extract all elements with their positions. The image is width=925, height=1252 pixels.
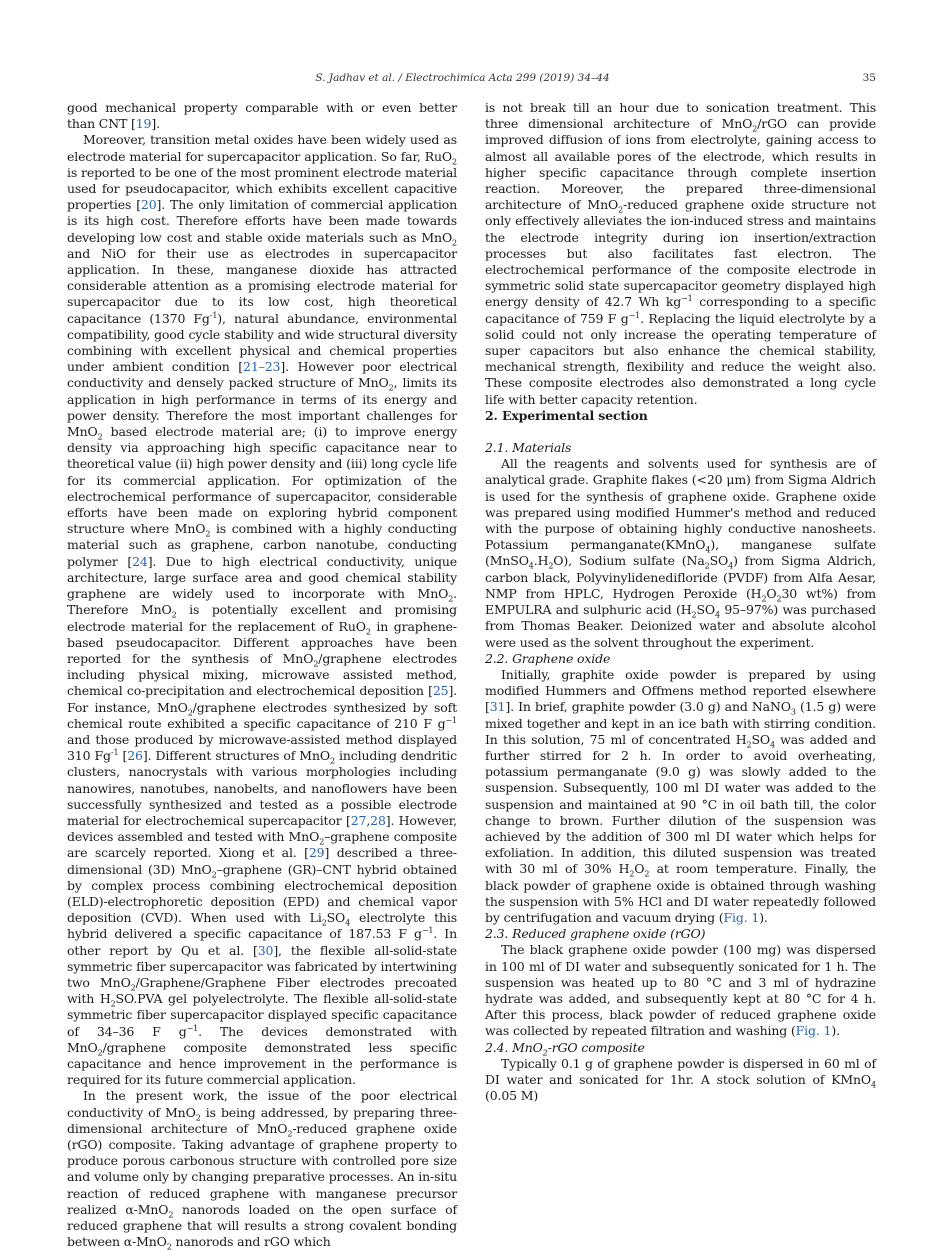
paragraph: Typically 0.1 g of graphene powder is dispersed in 60 ml of DI water and sonicated for 1hr. A stock solution of KMnO$_4$ (0.05 M) [485,1055,876,1104]
reference-link[interactable]: 27 [350,812,367,828]
reference-link[interactable]: 25 [432,683,449,699]
page-number: 35 [862,72,876,84]
paragraph: In the present work, the issue of the poor electrical conductivity of MnO$_2$ is being addressed, by preparing three-dimensional architecture of MnO$_2$-reduced graphene oxide (rGO) composite. Taking advantage of graphene property to produce porous carbonous structure with controlled pore size and volume only by changing preparative processes. An in-situ reaction of reduced graphene with manganese precursor realized α-MnO$_2$ nanorods loaded on the open surface of reduced graphene that will results a strong covalent bonding between α-MnO$_2$ nanorods and rGO which [67,1088,457,1252]
paragraph: Moreover, transition metal oxides have been widely used as electrode material for supercapacitor application. So far, RuO$_2$ is reported to be one of the most prominent electrode material used for pseudocapacitor, which exhibits excellent capacitive properties [20]. The only limitation of commercial application is its high cost. Therefore efforts have been made towards developing low cost and stable oxide materials such as MnO$_2$ and NiO for their use as electrodes in supercapacitor application. In these, manganese dioxide has attracted considerable attention as a promising electrode material for supercapacitor due to its low cost, high theoretical capacitance (1370 $Fg^{-1}$), natural abundance, environmental compatibility, good cycle stability and wide structural diversity combining with excellent physical and chemical properties under ambient condition [21–23]. However poor electrical conductivity and densely packed structure of MnO$_2$, limits its application in high performance in terms of its energy and power density. Therefore the most important challenges for MnO$_2$ based electrode material are; (i) to improve energy density via approaching high specific capacitance near to theoretical value (ii) high power density and (iii) long cycle life for its commercial application. For optimization of the electrochemical performance of supercapacitor, considerable efforts have been made on exploring hybrid component structure where MnO$_2$ is combined with a highly conducting material such as graphene, carbon nanotube, conducting polymer [24]. Due to high electrical conductivity, unique architecture, large surface area and good chemical stability graphene are widely used to incorporate with MnO$_2$. Therefore MnO$_2$ is potentially excellent and promising electrode material for the replacement of RuO$_2$ in graphene-based pseudocapacitor. Different approaches have been reported for the synthesis of MnO$_2$/graphene electrodes including physical mixing, microwave assisted method, chemical co-precipitation and electrochemical deposition [25]. For instance, MnO$_2$/graphene electrodes synthesized by soft chemical route exhibited a specific capacitance of 210 F $g^{-1}$ and those produced by microwave-assisted method displayed 310 $Fg^{-1}$ [26]. Different structures of MnO$_2$ including dendritic clusters, nanocrystals with various morphologies including nanowires, nanotubes, nanobelts, and nanoflowers have been successfully synthesized and tested as a possible electrode material for electrochemical supercapacitor [27,28]. However, devices assembled and tested with MnO$_2$–graphene composite are scarcely reported. Xiong et al. [29] described a three-dimensional (3D) MnO$_2$–graphene (GR)–CNT hybrid obtained by complex process combining electrochemical deposition (ELD)-electrophoretic deposition (EPD) and chemical vapor deposition (CVD). When used with $Li_2SO_4$ electrolyte this hybrid delivered a specific capacitance of 187.53 F $g^{-1}$. In other report by Qu et al. [30], the flexible all-solid-state symmetric fiber supercapacitor was fabricated by intertwining two MnO$_2$/Graphene/Graphene Fiber electrodes precoated with $H_2SO.PVA$ gel polyelectrolyte. The flexible all-solid-state symmetric fiber supercapacitor displayed specific capacitance of 34–36 F $g^{-1}$. The devices demonstrated with MnO$_2$/graphene composite demonstrated less specific capacitance and hence improvement in the performance is required for its future commercial application. [67,132,458,1088]
subsection-heading: 2.4. MnO$_2$-rGO composite [485,1039,645,1058]
reference-link[interactable]: 19 [135,116,152,132]
paragraph: Initially, graphite oxide powder is prepared by using modified Hummers and Offmens method reported elsewhere [31]. In brief, graphite powder (3.0 g) and NaNO$_3$ (1.5 g) were mixed together and kept in an ice bath with stirring condition. In this solution, 75 ml of concentrated $H_2SO_4$ was added and further stirred for 2 h. In order to avoid overheating, potassium permanganate (9.0 g) was slowly added to the suspension. Subsequently, 100 ml DI water was added to the suspension and maintained at 90 °C in oil bath till, the color change to brown. Further dilution of the suspension was achieved by the addition of 300 ml DI water which helps for exfoliation. In addition, this diluted suspension was treated with 30 ml of 30% $H_2O_2$ at room temperature. Finally, the black powder of graphene oxide is obtained through washing the suspension with 5% HCl and DI water repeatedly followed by centrifugation and vacuum drying (Fig. 1). [485,666,876,925]
journal-citation: S. Jadhav et al. / Electrochimica Acta 299 (2019) 34–44 [315,72,610,84]
left-column [67,100,457,1250]
paragraph: good mechanical property comparable with or even better than CNT [19]. [67,100,457,132]
reference-link[interactable]: 26 [127,748,143,764]
paragraph: The black graphene oxide powder (100 mg) was dispersed in 100 ml of DI water and subsequently sonicated for 1 h. The suspension was heated up to 80 °C and 3 ml of hydrazine hydrate was added, and subsequently kept at 80 °C for 4 h. After this process, black powder of reduced graphene oxide was collected by repeated filtration and washing (Fig. 1). [485,942,876,1039]
subsection-heading: 2.1. Materials [485,440,572,456]
reference-link[interactable]: 28 [370,812,386,828]
section-heading: 2. Experimental section [485,407,648,423]
right-column [485,100,876,1104]
reference-link[interactable]: 29 [308,845,325,861]
reference-link[interactable]: 20 [140,197,157,213]
reference-link[interactable]: 31 [489,699,506,715]
reference-link[interactable]: 30 [257,942,274,958]
figure-link[interactable]: Fig. 1 [723,909,760,925]
reference-link[interactable]: 24 [132,553,148,569]
subsection-heading: 2.3. Reduced graphene oxide (rGO) [485,926,706,942]
reference-link[interactable]: 21–23 [243,359,281,375]
paragraph: All the reagents and solvents used for synthesis are of analytical grade. Graphite flakes (<20 μm) from Sigma Aldrich is used for the synthesis of graphene oxide. Graphene oxide was prepared using modified Hummer's method and reduced with the purpose of obtaining highly conductive nanosheets. Potassium permanganate(KMnO$_4$), manganese sulfate $(MnSO_4.H_2O)$, Sodium sulfate $(Na_2SO_4)$ from Sigma Aldrich, carbon black, Polyvinylidenedifloride (PVDF) from Alfa Aesar, NMP from HPLC, Hydrogen Peroxide ($H_2O_230$ wt%) from EMPULRA and sulphuric acid ($H_2SO_4$ 95–97%) was purchased from Thomas Beaker. Deionized water and absolute alcohol were used as the solvent throughout the experiment. [485,456,876,650]
subsection-heading: 2.2. Graphene oxide [485,650,611,666]
paragraph: is not break till an hour due to sonication treatment. This three dimensional architecture of MnO$_2$/rGO can provide improved diffusion of ions from electrolyte, gaining access to almost all available pores of the electrode, which results in higher specific capacitance through complete insertion reaction. Moreover, the prepared three-dimensional architecture of MnO$_2$-reduced graphene oxide structure not only effectively alleviates the ion-induced stress and maintains the electrode integrity during ion insertion/extraction processes but also facilitates fast electron. The electrochemical performance of the composite electrode in symmetric solid state supercapacitor geometry displayed high energy density of 42.7 Wh $kg^{-1}$ corresponding to a specific capacitance of 759 F $g^{-1}$. Replacing the liquid electrolyte by a solid could not only increase the operating temperature of super capacitors but also enhance the chemical stability, mechanical strength, flexibility and reduce the weight also. These composite electrodes also demonstrated a long cycle life with better capacity retention. [485,100,877,407]
running-header [0,72,925,88]
figure-link[interactable]: Fig. 1 [795,1023,832,1039]
